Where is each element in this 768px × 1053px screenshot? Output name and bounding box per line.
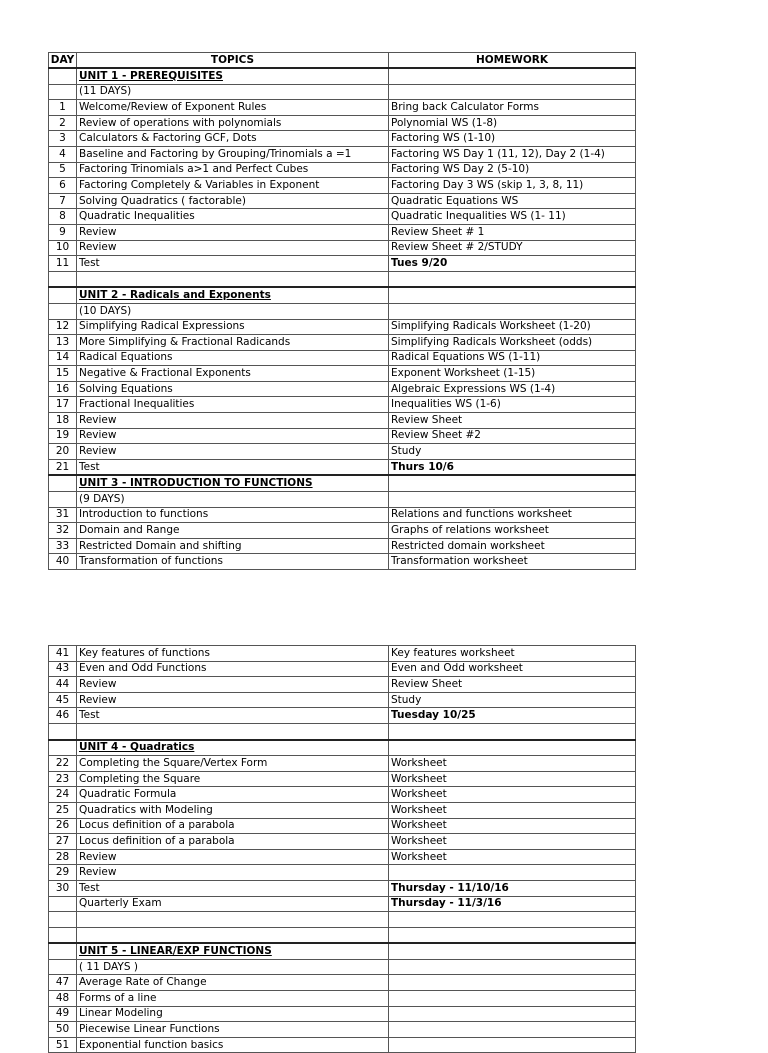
day-cell: 45 [49,692,77,708]
table-row [49,240,636,256]
topic-cell: Fractional Inequalities [77,397,389,413]
topic-cell: Quadratic Inequalities [77,209,389,225]
homework-cell [389,303,636,319]
table-row [49,397,636,413]
unit-header-row [49,68,636,84]
homework-cell: Review Sheet # 2/STUDY [389,240,636,256]
topic-cell: Completing the Square/Vertex Form [77,756,389,772]
homework-cell [389,912,636,928]
day-cell [49,912,77,928]
homework-cell: Worksheet [389,771,636,787]
topic-cell: Factoring Completely & Variables in Exponent [77,178,389,194]
day-cell: 3 [49,131,77,147]
homework-cell: Tuesday 10/25 [389,708,636,724]
homework-cell [389,68,636,84]
table-row [49,756,636,772]
topic-cell: Calculators & Factoring GCF, Dots [77,131,389,147]
day-cell [49,492,77,508]
homework-cell: Worksheet [389,849,636,865]
day-cell: 6 [49,178,77,194]
table-row [49,413,636,429]
table-row [49,84,636,100]
topic-cell: UNIT 1 - PREREQUISITES [77,68,389,84]
day-cell: 19 [49,428,77,444]
homework-cell: Key features worksheet [389,646,636,662]
table-row [49,256,636,272]
topic-cell: Review [77,224,389,240]
day-cell: 8 [49,209,77,225]
day-cell: 18 [49,413,77,429]
homework-cell [389,943,636,959]
homework-cell [389,740,636,756]
day-cell [49,740,77,756]
homework-cell [389,723,636,739]
day-cell: 4 [49,146,77,162]
homework-cell [389,991,636,1007]
topic-cell: Locus definition of a parabola [77,818,389,834]
homework-cell: Graphs of relations worksheet [389,523,636,539]
homework-cell: Polynomial WS (1-8) [389,115,636,131]
homework-cell: Factoring WS Day 1 (11, 12), Day 2 (1-4) [389,146,636,162]
day-cell [49,287,77,303]
topic-cell: Quarterly Exam [77,896,389,912]
homework-cell: Bring back Calculator Forms [389,100,636,116]
topic-cell: Even and Odd Functions [77,661,389,677]
topic-cell [77,912,389,928]
topic-cell: Simplifying Radical Expressions [77,319,389,335]
homework-cell: Worksheet [389,834,636,850]
topic-cell: Piecewise Linear Functions [77,1022,389,1038]
homework-cell [389,975,636,991]
table-row [49,492,636,508]
homework-cell: Relations and functions worksheet [389,507,636,523]
topic-cell: Baseline and Factoring by Grouping/Trinomials a =1 [77,146,389,162]
topic-cell: Factoring Trinomials a>1 and Perfect Cubes [77,162,389,178]
day-cell [49,68,77,84]
topic-cell: Solving Quadratics ( factorable) [77,193,389,209]
table-row [49,146,636,162]
table-row [49,1037,636,1053]
homework-cell: Simplifying Radicals Worksheet (odds) [389,335,636,351]
homework-cell [389,271,636,287]
table-row [49,1006,636,1022]
homework-cell: Review Sheet #2 [389,428,636,444]
day-cell: 24 [49,787,77,803]
topic-cell: UNIT 5 - LINEAR/EXP FUNCTIONS [77,943,389,959]
table-row [49,538,636,554]
day-header: DAY [49,53,77,69]
homework-cell: Worksheet [389,802,636,818]
header-row [49,53,636,69]
homework-cell: Tues 9/20 [389,256,636,272]
topic-cell: Exponential function basics [77,1037,389,1053]
homework-cell: Transformation worksheet [389,554,636,570]
table-row [49,1022,636,1038]
topic-cell: Review [77,428,389,444]
day-cell: 32 [49,523,77,539]
day-cell: 47 [49,975,77,991]
day-cell [49,896,77,912]
table-row [49,381,636,397]
topic-cell: Review [77,677,389,693]
day-cell: 49 [49,1006,77,1022]
day-cell: 2 [49,115,77,131]
topic-cell: Restricted Domain and shifting [77,538,389,554]
topic-cell: Test [77,708,389,724]
homework-cell [389,287,636,303]
table-row [49,865,636,881]
table-row [49,444,636,460]
homework-cell: Worksheet [389,756,636,772]
day-cell: 50 [49,1022,77,1038]
topic-cell: Completing the Square [77,771,389,787]
topic-cell: Review [77,865,389,881]
topic-cell: Review of operations with polynomials [77,115,389,131]
topic-cell: Locus definition of a parabola [77,834,389,850]
homework-cell [389,475,636,491]
day-cell [49,84,77,100]
table-row [49,303,636,319]
table-row [49,991,636,1007]
topic-cell: Review [77,849,389,865]
topic-cell: Average Rate of Change [77,975,389,991]
table-row [49,507,636,523]
table-row [49,193,636,209]
homework-cell: Algebraic Expressions WS (1-4) [389,381,636,397]
day-cell: 30 [49,880,77,896]
homework-cell [389,84,636,100]
day-cell: 9 [49,224,77,240]
day-cell: 29 [49,865,77,881]
table-row [49,802,636,818]
day-cell: 5 [49,162,77,178]
table-row [49,100,636,116]
topic-cell: More Simplifying & Fractional Radicands [77,335,389,351]
homework-header: HOMEWORK [389,53,636,69]
table-row [49,209,636,225]
homework-cell: Radical Equations WS (1-11) [389,350,636,366]
unit-header-row [49,943,636,959]
table-row [49,271,636,287]
table-row [49,319,636,335]
table-row [49,224,636,240]
homework-cell: Simplifying Radicals Worksheet (1-20) [389,319,636,335]
homework-cell: Factoring WS (1-10) [389,131,636,147]
topic-cell: Introduction to functions [77,507,389,523]
day-cell: 12 [49,319,77,335]
homework-cell: Quadratic Equations WS [389,193,636,209]
day-cell: 41 [49,646,77,662]
table-row [49,115,636,131]
day-cell [49,943,77,959]
day-cell: 15 [49,366,77,382]
unit-header-row [49,287,636,303]
unit-header-row [49,475,636,491]
table-row [49,787,636,803]
table-row [49,459,636,475]
homework-cell [389,1022,636,1038]
day-cell: 44 [49,677,77,693]
day-cell: 7 [49,193,77,209]
topic-cell: (11 DAYS) [77,84,389,100]
day-cell [49,959,77,975]
topic-cell [77,271,389,287]
schedule-table-page-1 [48,52,636,570]
table-row [49,350,636,366]
topic-cell: Domain and Range [77,523,389,539]
table-row [49,366,636,382]
homework-cell [389,1037,636,1053]
day-cell: 11 [49,256,77,272]
homework-cell: Worksheet [389,787,636,803]
table-row [49,723,636,739]
day-cell: 17 [49,397,77,413]
homework-cell: Thursday - 11/3/16 [389,896,636,912]
topic-cell: Review [77,413,389,429]
table-row [49,428,636,444]
topic-cell [77,927,389,943]
homework-cell: Review Sheet [389,413,636,429]
topic-cell: UNIT 3 - INTRODUCTION TO FUNCTIONS [77,475,389,491]
day-cell: 40 [49,554,77,570]
topic-cell: Test [77,459,389,475]
day-cell: 13 [49,335,77,351]
day-cell [49,927,77,943]
homework-cell: Inequalities WS (1-6) [389,397,636,413]
homework-cell: Factoring Day 3 WS (skip 1, 3, 8, 11) [389,178,636,194]
day-cell: 14 [49,350,77,366]
table-row [49,162,636,178]
table-row [49,131,636,147]
topics-header: TOPICS [77,53,389,69]
homework-cell: Thurs 10/6 [389,459,636,475]
topic-cell: Quadratic Formula [77,787,389,803]
topic-cell: Radical Equations [77,350,389,366]
table-row [49,677,636,693]
topic-cell: Quadratics with Modeling [77,802,389,818]
table-row [49,708,636,724]
table-row [49,912,636,928]
homework-cell [389,1006,636,1022]
day-cell: 22 [49,756,77,772]
day-cell: 23 [49,771,77,787]
homework-cell: Restricted domain worksheet [389,538,636,554]
topic-cell: Solving Equations [77,381,389,397]
day-cell [49,475,77,491]
homework-cell: Quadratic Inequalities WS (1- 11) [389,209,636,225]
table-row [49,959,636,975]
schedule-table-page-2 [48,645,636,1053]
table-row [49,834,636,850]
topic-cell: Transformation of functions [77,554,389,570]
day-cell [49,271,77,287]
table-row [49,646,636,662]
topic-cell: UNIT 2 - Radicals and Exponents [77,287,389,303]
topic-cell: Forms of a line [77,991,389,1007]
day-cell: 43 [49,661,77,677]
day-cell: 51 [49,1037,77,1053]
homework-cell: Study [389,444,636,460]
homework-cell: Exponent Worksheet (1-15) [389,366,636,382]
table-row [49,818,636,834]
topic-cell: Linear Modeling [77,1006,389,1022]
day-cell: 27 [49,834,77,850]
topic-cell: Key features of functions [77,646,389,662]
day-cell: 10 [49,240,77,256]
topic-cell: Review [77,692,389,708]
homework-cell [389,865,636,881]
table-row [49,554,636,570]
table-row [49,927,636,943]
homework-cell [389,492,636,508]
table-row [49,975,636,991]
topic-cell: (10 DAYS) [77,303,389,319]
topic-cell: UNIT 4 - Quadratics [77,740,389,756]
day-cell: 33 [49,538,77,554]
unit-header-row [49,740,636,756]
day-cell: 1 [49,100,77,116]
table-row [49,178,636,194]
day-cell [49,723,77,739]
day-cell: 21 [49,459,77,475]
day-cell: 25 [49,802,77,818]
topic-cell [77,723,389,739]
day-cell [49,303,77,319]
homework-cell: Factoring WS Day 2 (5-10) [389,162,636,178]
homework-cell: Review Sheet [389,677,636,693]
day-cell: 46 [49,708,77,724]
topic-cell: Test [77,880,389,896]
day-cell: 16 [49,381,77,397]
day-cell: 28 [49,849,77,865]
day-cell: 48 [49,991,77,1007]
topic-cell: Test [77,256,389,272]
topic-cell: (9 DAYS) [77,492,389,508]
topic-cell: Negative & Fractional Exponents [77,366,389,382]
day-cell: 31 [49,507,77,523]
table-row [49,880,636,896]
homework-cell [389,959,636,975]
topic-cell: ( 11 DAYS ) [77,959,389,975]
topic-cell: Review [77,240,389,256]
table-row [49,335,636,351]
homework-cell: Worksheet [389,818,636,834]
homework-cell: Review Sheet # 1 [389,224,636,240]
table-row [49,661,636,677]
topic-cell: Review [77,444,389,460]
homework-cell: Even and Odd worksheet [389,661,636,677]
homework-cell [389,927,636,943]
table-row [49,523,636,539]
homework-cell: Thursday - 11/10/16 [389,880,636,896]
topic-cell: Welcome/Review of Exponent Rules [77,100,389,116]
day-cell: 26 [49,818,77,834]
table-row [49,771,636,787]
table-row [49,896,636,912]
day-cell: 20 [49,444,77,460]
homework-cell: Study [389,692,636,708]
table-row [49,692,636,708]
table-row [49,849,636,865]
